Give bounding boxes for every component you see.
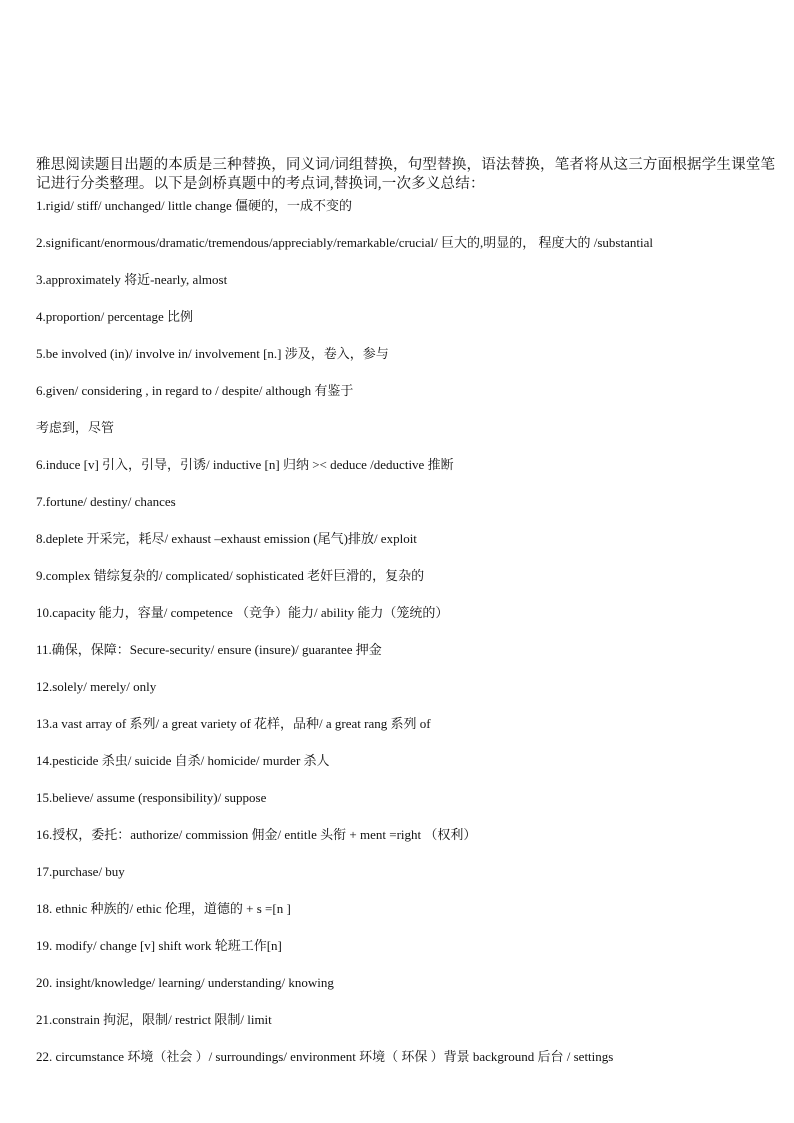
entry-11: 11.确保，保障：Secure-security/ ensure (insure)/ guarantee 押金 <box>36 642 382 657</box>
entry-6a: 6.given/ considering , in regard to / despite/ although 有鉴于 <box>36 383 354 398</box>
entry-14: 14.pesticide 杀虫/ suicide 自杀/ homicide/ murder 杀人 <box>36 753 330 768</box>
entry-3: 3.approximately 将近-nearly, almost <box>36 272 228 287</box>
entry-2: 2.significant/enormous/dramatic/tremendous/appreciably/remarkable/crucial/ 巨大的,明显的， 程度大的 /substantial <box>36 235 653 250</box>
entry-22: 22. circumstance 环境（社会 ）/ surroundings/ environment 环境（ 环保 ）背景 background 后台 / settings <box>36 1049 614 1064</box>
document-page <box>36 156 778 1066</box>
entry-4: 4.proportion/ percentage 比例 <box>36 309 194 324</box>
entry-9: 9.complex 错综复杂的/ complicated/ sophisticated 老奸巨滑的，复杂的 <box>36 568 425 583</box>
entry-10: 10.capacity 能力，容量/ competence （竞争）能力/ ability 能力（笼统的） <box>36 605 449 620</box>
entry-13: 13.a vast array of 系列/ a great variety of 花样，品种/ a great rang 系列 of <box>36 716 431 731</box>
entry-8: 8.deplete 开采完，耗尽/ exhaust –exhaust emission (尾气)排放/ exploit <box>36 531 417 546</box>
entry-17: 17.purchase/ buy <box>36 864 125 879</box>
entry-19: 19. modify/ change [v] shift work 轮班工作[n] <box>36 938 282 953</box>
entry-16: 16.授权，委托：authorize/ commission 佣金/ entitle 头衔 + ment =right （权利） <box>36 827 477 842</box>
entry-12: 12.solely/ merely/ only <box>36 679 157 694</box>
entry-18: 18. ethnic 种族的/ ethic 伦理，道德的 + s =[n ] <box>36 901 291 916</box>
entry-7: 7.fortune/ destiny/ chances <box>36 494 176 509</box>
entry-5: 5.be involved (in)/ involve in/ involvement [n.] 涉及，卷入，参与 <box>36 346 389 361</box>
entry-20: 20. insight/knowledge/ learning/ understanding/ knowing <box>36 975 334 990</box>
entry-6a-continuation: 考虑到，尽管 <box>36 420 115 435</box>
intro-paragraph: 雅思阅读题目出题的本质是三种替换，同义词/词组替换，句型替换，语法替换，笔者将从这三方面根据学生课堂笔记进行分类整理。以下是剑桥真题中的考点词,替换词,一次多义总结： <box>36 157 776 192</box>
entry-15: 15.believe/ assume (responsibility)/ suppose <box>36 790 267 805</box>
entry-1: 1.rigid/ stiff/ unchanged/ little change 僵硬的，一成不变的 <box>36 198 353 213</box>
entry-21: 21.constrain 拘泥，限制/ restrict 限制/ limit <box>36 1012 272 1027</box>
entry-6b: 6.induce [v] 引入，引导，引诱/ inductive [n] 归纳 >< deduce /deductive 推断 <box>36 457 454 472</box>
